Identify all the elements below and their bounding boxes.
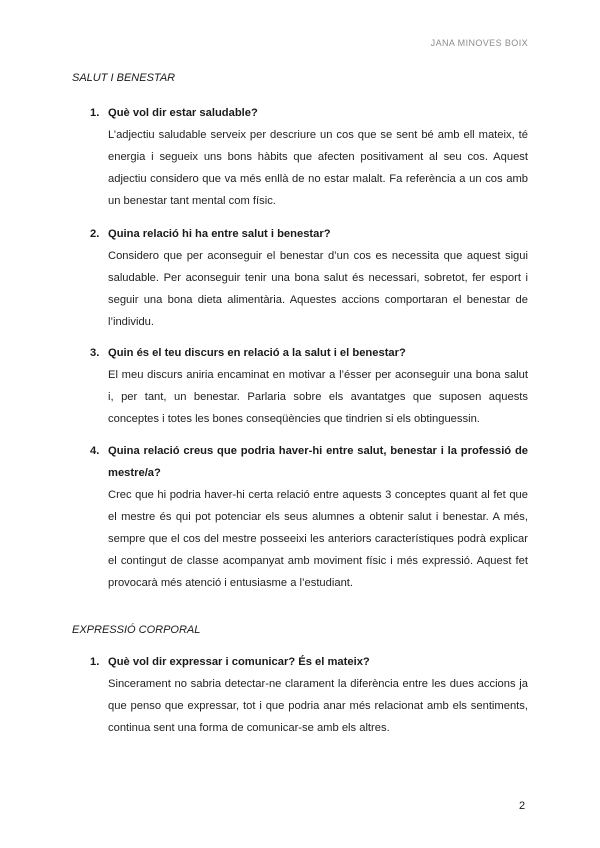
question-text: Què vol dir expressar i comunicar? És el mateix? [108,656,370,668]
question-number: 1. [90,656,100,668]
question-block-4 [90,440,528,594]
answer-paragraph: L’adjectiu saludable serveix per descriure un cos que se sent bé amb ell mateix, té energia i segueix uns bons hàbits que afecten positivament al seu cos. Aquest adjectiu considero que va més enllà de no estar malalt. Fa referència a un cos amb un benestar tant mental com físic. [108,129,528,207]
answer-paragraph: Considero que per aconseguir el benestar d’un cos es necessita que aquest sigui saludable. Per aconseguir tenir una bona salut és necessari, sobretot, fer esport i seguir una bona dieta alimentària. Aquestes accions comportaran el benestar de l’individu. [108,250,528,328]
answer-paragraph: Crec que hi podria haver-hi certa relació entre aquests 3 conceptes quant al fet que el mestre és qui pot potenciar els seus alumnes a obtenir salut i benestar. A més, sempre que el cos del mestre posseeixi les anteriors característiques podrà explicar el contingut de classe acompanyat amb moviment físic i més expressió. Aquest fet provocarà més atenció i entusiasme a l’estudiant. [108,489,528,589]
question-heading [90,102,528,124]
answer-paragraph: El meu discurs aniria encaminat en motivar a l’ésser per aconseguir una bona salut i, per tant, un benestar. Parlaria sobre els avantatges que suposen aquests conceptes i totes les bones conseqüències que tindrien si els obtinguessin. [108,369,528,425]
question-block-2 [90,223,528,333]
question-block-5 [90,651,528,739]
section-title-salut-benestar: SALUT I BENESTAR [72,72,176,84]
question-heading [90,342,528,364]
section-title-expressio-corporal: EXPRESSIÓ CORPORAL [72,624,201,636]
page-header-author: JANA MINOVES BOIX [430,38,528,48]
question-block-1 [90,102,528,212]
answer-paragraph: Sincerament no sabria detectar-ne clarament la diferència entre les dues accions ja que penso que expressar, tot i que podria anar més relacionat amb els sentiments, continua sent una forma de comunicar-se amb els altres. [108,678,528,734]
page-number: 2 [519,800,526,812]
question-text: Què vol dir estar saludable? [108,107,258,119]
question-heading [90,223,528,245]
question-heading [90,440,528,484]
question-number: 1. [90,107,100,119]
question-block-3 [90,342,528,430]
question-number: 2. [90,228,100,240]
question-text: Quina relació hi ha entre salut i benestar? [108,228,331,240]
question-number: 4. [90,445,100,457]
question-text: Quin és el teu discurs en relació a la salut i el benestar? [108,347,406,359]
question-text: Quina relació creus que podria haver-hi entre salut, benestar i la professió de mestre/a? [108,445,528,479]
question-heading [90,651,528,673]
question-number: 3. [90,347,100,359]
